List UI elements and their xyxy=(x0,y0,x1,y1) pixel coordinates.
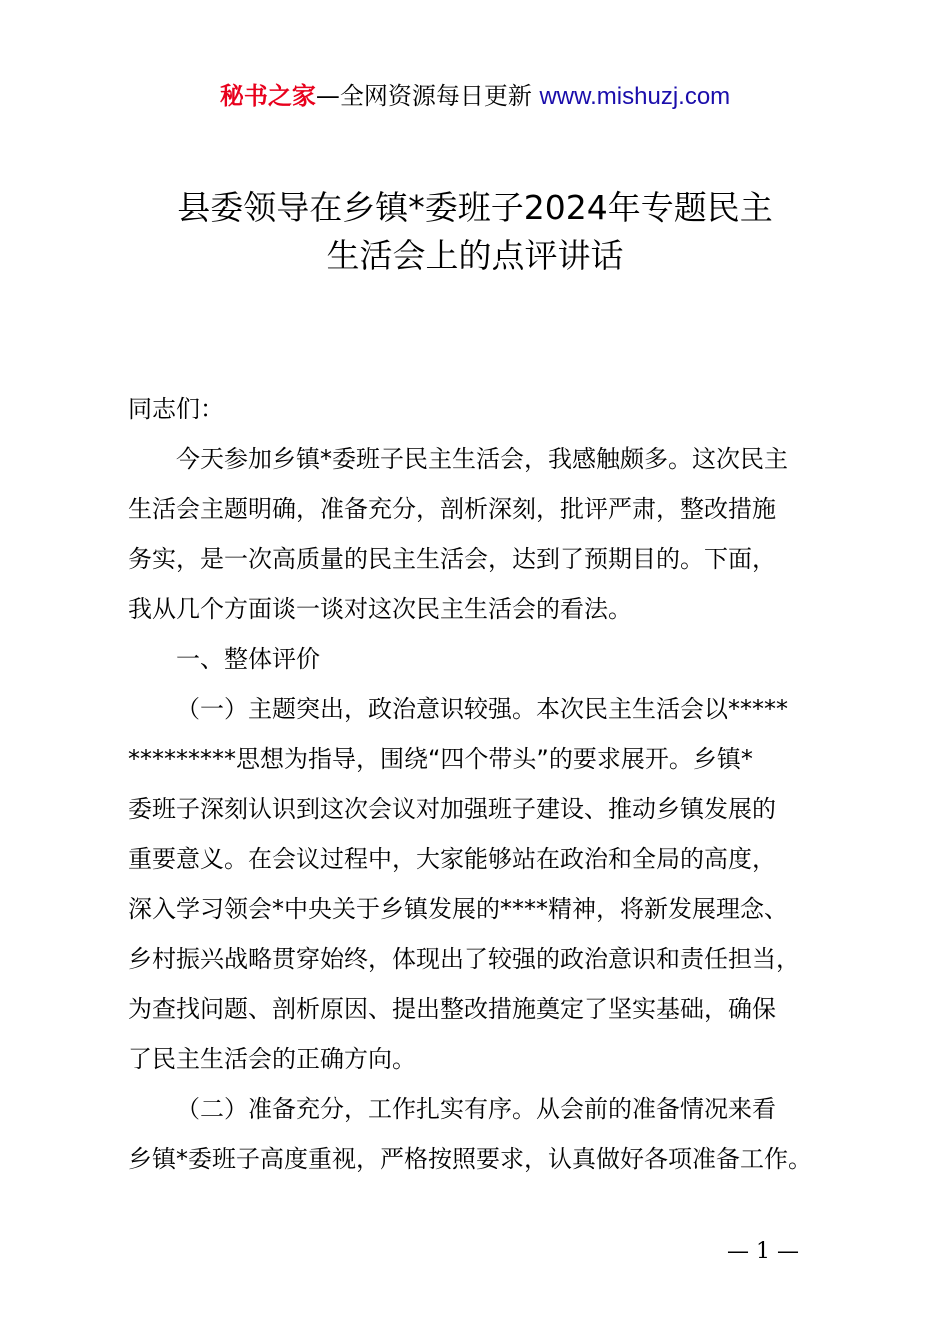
paragraph-line: 乡镇*委班子高度重视，严格按照要求，认真做好各项准备工作。 xyxy=(128,1145,812,1173)
paragraph-line: 委班子深刻认识到这次会议对加强班子建设、推动乡镇发展的 xyxy=(128,795,776,823)
section-heading: 一、整体评价 xyxy=(176,645,320,673)
paragraph-line: 了民主生活会的正确方向。 xyxy=(128,1045,416,1073)
page-number: — 1 — xyxy=(727,1239,799,1264)
paragraph-line: （一）主题突出，政治意识较强。本次民主生活会以***** xyxy=(176,695,788,723)
salutation: 同志们： xyxy=(128,395,224,423)
paragraph-line: *********思想为指导，围绕“四个带头”的要求展开。乡镇* xyxy=(128,745,753,773)
site-brand: 秘书之家 xyxy=(219,82,316,110)
site-url-link[interactable]: www.mishuzj.com xyxy=(539,83,731,110)
title-line-1: 县委领导在乡镇*委班子2024年专题民主 xyxy=(177,188,773,227)
paragraph-line: 乡村振兴战略贯穿始终，体现出了较强的政治意识和责任担当， xyxy=(128,945,800,973)
paragraph-line: 今天参加乡镇*委班子民主生活会，我感触颇多。这次民主 xyxy=(176,445,788,473)
paragraph-line: （二）准备充分，工作扎实有序。从会前的准备情况来看 xyxy=(176,1095,776,1123)
paragraph-line: 生活会主题明确，准备充分，剖析深刻，批评严肃，整改措施 xyxy=(128,495,776,523)
paragraph-line: 为查找问题、剖析原因、提出整改措施奠定了坚实基础，确保 xyxy=(128,995,776,1023)
paragraph-line: 深入学习领会*中央关于乡镇发展的****精神，将新发展理念、 xyxy=(128,895,788,923)
paragraph-line: 我从几个方面谈一谈对这次民主生活会的看法。 xyxy=(128,595,632,623)
title-line-2: 生活会上的点评讲话 xyxy=(326,236,624,275)
site-tagline: —全网资源每日更新 xyxy=(315,82,532,110)
document-body xyxy=(128,384,838,1184)
paragraph-line: 务实，是一次高质量的民主生活会，达到了预期目的。下面， xyxy=(128,545,776,573)
paragraph-line: 重要意义。在会议过程中，大家能够站在政治和全局的高度， xyxy=(128,845,776,873)
document-title xyxy=(0,184,950,280)
site-header xyxy=(0,80,950,113)
